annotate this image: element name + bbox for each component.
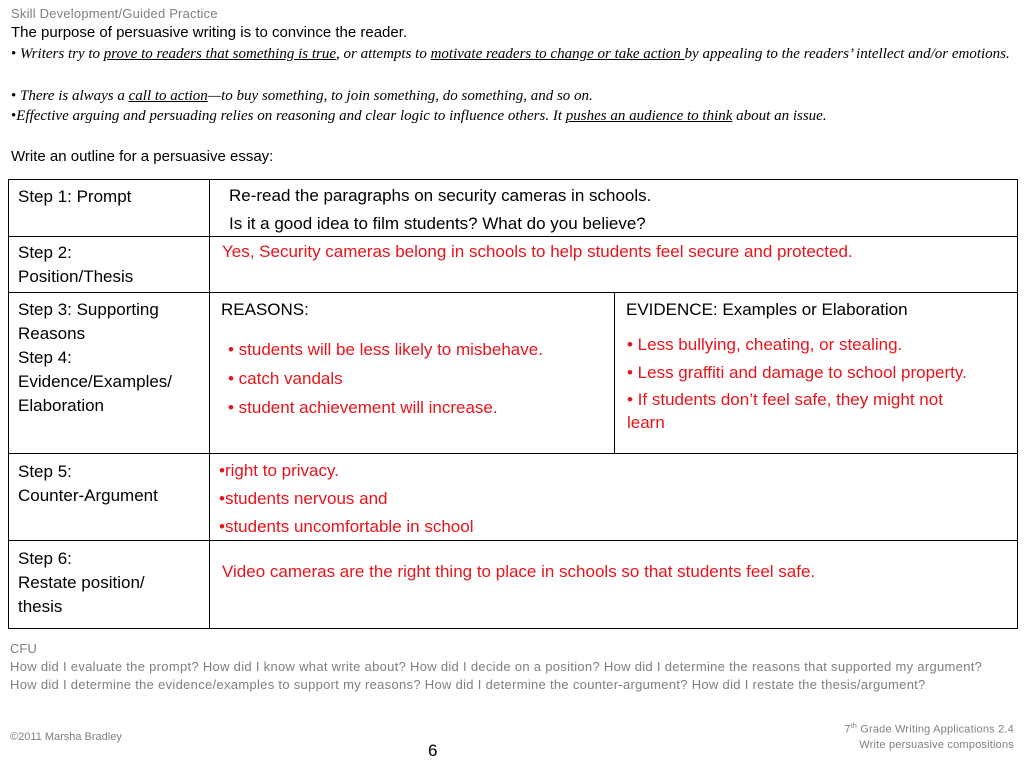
step1-prompt-line1: Re-read the paragraphs on security cameras in schools. <box>229 186 652 205</box>
course-line2: Write persuasive compositions <box>859 738 1014 751</box>
underlined-phrase: pushes an audience to think <box>565 108 733 124</box>
step5-label-line: Step 5: <box>18 462 72 481</box>
table-border-left <box>8 179 9 629</box>
step6-label-line: thesis <box>18 597 63 616</box>
table-row-divider <box>8 236 1018 237</box>
step4-label-line: Elaboration <box>18 396 105 415</box>
reason-item: • catch vandals <box>228 369 343 388</box>
bullet-text: —to buy something, to join something, do something, and so on. <box>207 88 593 104</box>
table-row-divider <box>8 292 1018 293</box>
bullet-glyph: • <box>11 46 17 62</box>
step6-label <box>18 547 203 619</box>
step5-label <box>18 460 203 508</box>
table-border-top <box>8 179 1018 180</box>
step2-label-line: Position/Thesis <box>18 267 134 286</box>
bullet-text: Writers try to <box>16 46 104 62</box>
step4-label-line: Evidence/Examples/ <box>18 372 173 391</box>
step3-label-line: Step 3: Supporting <box>18 300 159 319</box>
step5-label-line: Counter-Argument <box>18 486 158 505</box>
bullet-text: There is always a <box>16 88 129 104</box>
cfu-questions: How did I evaluate the prompt? How did I know what write about? How did I decide on a position? How did I determine the reasons that supported my argument? How did I determine the evidence/examples to support my reasons? How did I determine the counter-argument? How did I restate the thesis/argument? <box>10 659 983 692</box>
step3-label-line: Reasons <box>18 324 86 343</box>
table-column-divider <box>209 179 210 629</box>
reason-item: • students will be less likely to misbehave. <box>228 340 543 359</box>
cfu-title: CFU <box>10 641 37 656</box>
bullet-writers <box>11 44 1011 64</box>
purpose-statement: The purpose of persuasive writing is to convince the reader. <box>11 24 408 41</box>
bullet-text: , or attempts to <box>335 46 431 62</box>
table-border-right <box>1017 179 1018 629</box>
underlined-phrase: call to action <box>128 88 208 104</box>
underlined-phrase: motivate readers to change or take action <box>430 46 685 62</box>
bullet-text: by appealing to the readers’ intellect and/or emotions. <box>684 46 1010 62</box>
bullet-effective-arguing <box>11 106 1011 126</box>
bullet-glyph: • <box>11 88 17 104</box>
step1-prompt-line2: Is it a good idea to film students? What do you believe? <box>229 214 646 233</box>
step2-label-line: Step 2: <box>18 243 72 262</box>
counter-argument-item: •students uncomfortable in school <box>219 517 474 536</box>
course-info <box>844 719 1014 753</box>
course-title: Grade Writing Applications 2.4 <box>856 723 1014 736</box>
course-grade: 7 <box>844 723 851 736</box>
skill-label: Skill Development/Guided Practice <box>11 6 218 21</box>
step6-label-line: Step 6: <box>18 549 72 568</box>
bullet-text: about an issue. <box>732 108 827 124</box>
counter-argument-item: •right to privacy. <box>219 461 339 480</box>
page-number: 6 <box>428 741 438 760</box>
evidence-header: EVIDENCE: Examples or Elaboration <box>626 300 908 319</box>
table-column-divider <box>614 292 615 454</box>
table-row-divider <box>8 540 1018 541</box>
step6-label-line: Restate position/ <box>18 573 145 592</box>
course-line1 <box>844 719 1014 738</box>
bullet-glyph: • <box>11 108 17 124</box>
evidence-item: • Less graffiti and damage to school property. <box>627 363 967 382</box>
course-grade-suffix: th <box>850 723 857 730</box>
step2-label <box>18 241 203 289</box>
underlined-phrase: prove to readers that something is true <box>103 46 336 62</box>
bullet-text: Effective arguing and persuading relies on reasoning and clear logic to influence others. It <box>16 108 566 124</box>
evidence-item: learn <box>627 413 665 432</box>
step4-label-line: Step 4: <box>18 348 72 367</box>
outline-instruction: Write an outline for a persuasive essay: <box>11 148 274 165</box>
reasons-header: REASONS: <box>221 300 309 319</box>
table-row-divider <box>8 453 1018 454</box>
copyright: ©2011 Marsha Bradley <box>10 731 122 743</box>
step2-thesis-answer: Yes, Security cameras belong in schools to help students feel secure and protected. <box>222 242 853 261</box>
step3-label <box>18 298 203 418</box>
reason-item: • student achievement will increase. <box>228 398 498 417</box>
bullet-call-to-action <box>11 86 1011 106</box>
table-border-bottom <box>8 628 1018 629</box>
evidence-item: • Less bullying, cheating, or stealing. <box>627 335 903 354</box>
step6-restate-answer: Video cameras are the right thing to place in schools so that students feel safe. <box>222 562 816 581</box>
evidence-item: • If students don’t feel safe, they might not <box>627 390 943 409</box>
counter-argument-item: •students nervous and <box>219 489 388 508</box>
step1-label: Step 1: Prompt <box>18 187 132 206</box>
